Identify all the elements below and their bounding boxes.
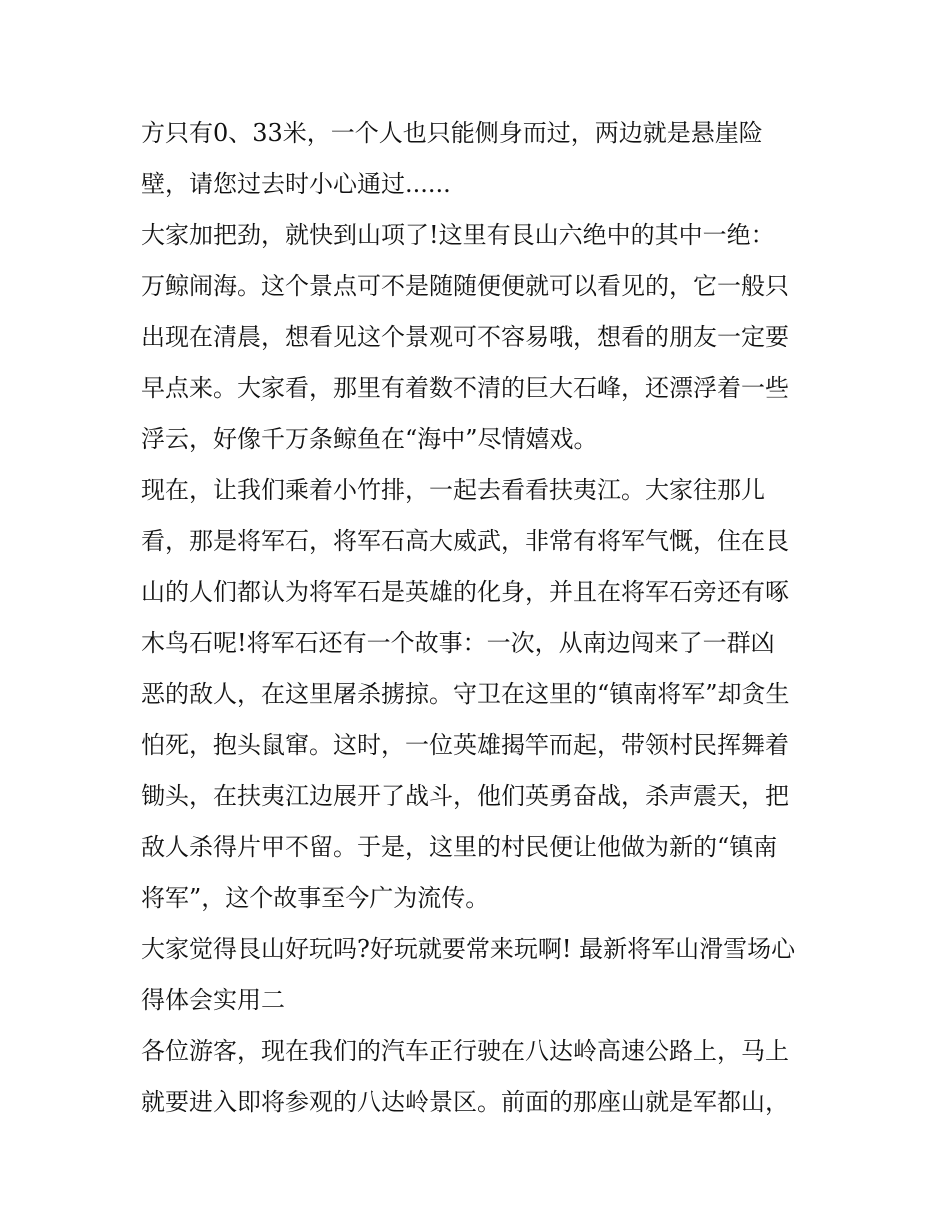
text-line: 恶的敌人，在这里屠杀掳掠。守卫在这里的“镇南将军”却贪生 (141, 680, 790, 708)
text-line: 怕死，抱头鼠窜。这时，一位英雄揭竿而起，带领村民挥舞着 (141, 731, 789, 759)
text-line: 得体会实用二 (141, 986, 285, 1014)
text-line: 现在，让我们乘着小竹排，一起去看看扶夷江。大家往那儿 (141, 476, 765, 504)
text-line: 早点来。大家看，那里有着数不清的巨大石峰，还漂浮着一些 (141, 374, 789, 402)
text-line: 壁，请您过去时小心通过...... (141, 170, 451, 198)
text-line: 敌人杀得片甲不留。于是，这里的村民便让他做为新的“镇南 (141, 833, 778, 861)
text-line: 各位游客，现在我们的汽车正行驶在八达岭高速公路上，马上 (141, 1037, 789, 1065)
text-line: 大家加把劲，就快到山项了!这里有艮山六绝中的其中一绝： (141, 221, 775, 249)
text-line: 山的人们都认为将军石是英雄的化身，并且在将军石旁还有啄 (141, 578, 789, 606)
text-line: 浮云，好像千万条鲸鱼在“海中”尽情嬉戏。 (141, 425, 598, 453)
text-line: 万鲸闹海。这个景点可不是随随便便就可以看见的，它一般只 (141, 272, 789, 300)
text-line: 将军”，这个故事至今广为流传。 (141, 884, 490, 912)
text-line: 锄头，在扶夷江边展开了战斗，他们英勇奋战，杀声震天，把 (141, 782, 789, 810)
text-line: 出现在清晨，想看见这个景观可不容易哦，想看的朋友一定要 (141, 323, 789, 351)
text-line: 看，那是将军石，将军石高大威武，非常有将军气慨，住在艮 (141, 527, 789, 555)
text-line: 木鸟石呢!将军石还有一个故事：一次，从南边闯来了一群凶 (141, 629, 775, 657)
text-line: 方只有0、33米，一个人也只能侧身而过，两边就是悬崖险 (141, 119, 763, 147)
text-line: 大家觉得艮山好玩吗?好玩就要常来玩啊! 最新将军山滑雪场心 (141, 935, 796, 963)
document-body (141, 108, 821, 1128)
text-line: 就要进入即将参观的八达岭景区。前面的那座山就是军都山， (141, 1088, 789, 1116)
